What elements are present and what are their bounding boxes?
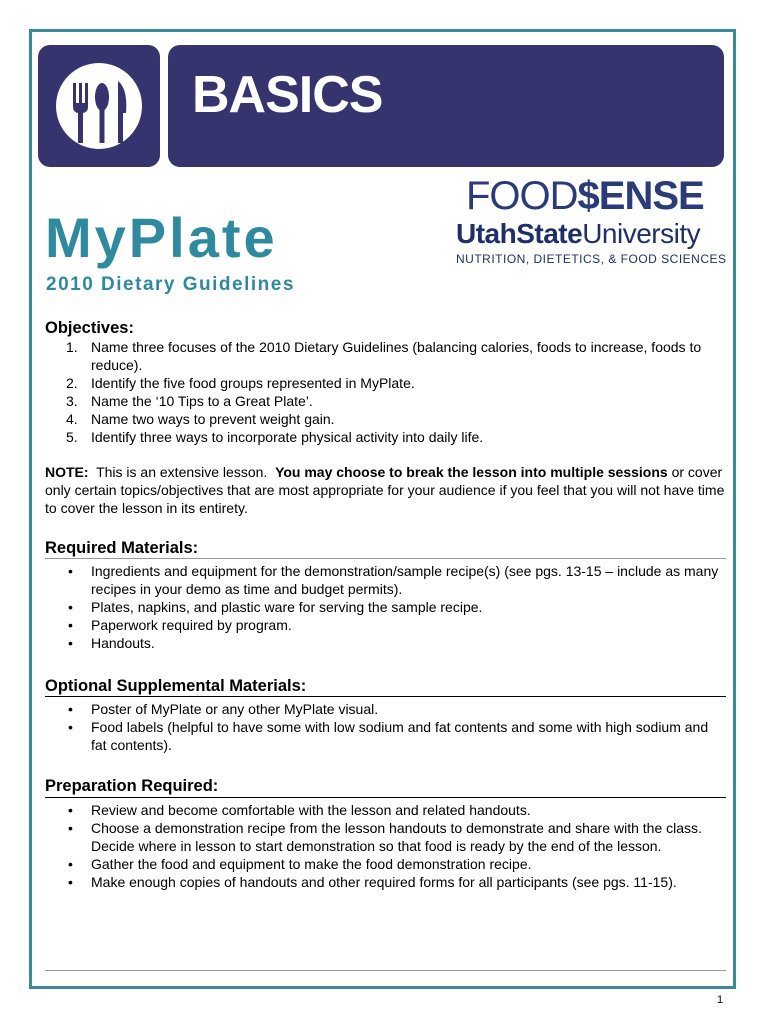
banner [168, 45, 724, 167]
page-subtitle: 2010 Dietary Guidelines [46, 274, 295, 295]
list-item: • Food labels (helpful to have some with low sodium and fat contents and some with high sodium and fat contents). [68, 719, 709, 753]
list-item: • Choose a demonstration recipe from the lesson handouts to demonstrate and share with the class. Decide where in lesson to start demonstration so that food is ready by the end of the lesson. [68, 820, 702, 854]
list-item: 5. Identify three ways to incorporate physical activity into daily life. [66, 429, 484, 445]
list-item: • Paperwork required by program. [68, 617, 292, 633]
objectives-list [60, 338, 720, 446]
footer-divider [45, 970, 726, 971]
optional-materials-heading: Optional Supplemental Materials: [45, 677, 307, 695]
divider [45, 797, 726, 798]
page-number: 1 [717, 994, 724, 1006]
utensils-logo [38, 45, 160, 167]
page-title: MyPlate [45, 206, 278, 269]
required-materials-list [60, 562, 720, 652]
note-text: This is an extensive lesson. [88, 464, 276, 480]
list-item: • Ingredients and equipment for the demonstration/sample recipe(s) (see pgs. 13-15 – include as many recipes in your demo as time and budget permits). [68, 563, 719, 597]
list-item: 1. Name three focuses of the 2010 Dietary Guidelines (balancing calories, foods to increase, foods to reduce). [66, 339, 702, 373]
logo-sense-text: $ENSE [577, 174, 704, 218]
fork-spoon-knife-icon [38, 45, 160, 167]
note-emphasis: You may choose to break the lesson into multiple sessions [275, 464, 668, 480]
usu-logo [456, 218, 700, 250]
list-item: • Review and become comfortable with the lesson and related handouts. [68, 802, 531, 818]
list-item: • Handouts. [68, 635, 155, 651]
note-paragraph [45, 463, 725, 517]
objectives-heading: Objectives: [45, 319, 134, 337]
list-item: 2. Identify the five food groups represented in MyPlate. [66, 375, 415, 391]
foodsense-logo [466, 174, 704, 219]
list-item: • Make enough copies of handouts and other required forms for all participants (see pgs. 11-15). [68, 874, 677, 890]
department-name: NUTRITION, DIETETICS, & FOOD SCIENCES [456, 252, 727, 266]
logo-food-text: FOOD [466, 174, 578, 218]
divider [45, 696, 726, 697]
divider [45, 558, 726, 559]
list-item: • Poster of MyPlate or any other MyPlate visual. [68, 701, 379, 717]
list-item: • Plates, napkins, and plastic ware for serving the sample recipe. [68, 599, 483, 615]
usu-regular-text: University [582, 218, 701, 249]
banner-title: BASICS [192, 66, 383, 124]
list-item: 4. Name two ways to prevent weight gain. [66, 411, 335, 427]
preparation-heading: Preparation Required: [45, 777, 219, 795]
preparation-list [60, 801, 720, 891]
list-item: 3. Name the ‘10 Tips to a Great Plate’. [66, 393, 313, 409]
optional-materials-list [60, 700, 720, 754]
note-text-cont: or cover only certain topics/objectives that are most appropriate for your audience if you feel that you will not have time to cover the lesson in its entirety. [45, 464, 725, 516]
list-item: • Gather the food and equipment to make the food demonstration recipe. [68, 856, 532, 872]
note-label: NOTE: [45, 464, 89, 480]
required-materials-heading: Required Materials: [45, 539, 199, 557]
usu-bold-text: UtahState [456, 218, 583, 249]
